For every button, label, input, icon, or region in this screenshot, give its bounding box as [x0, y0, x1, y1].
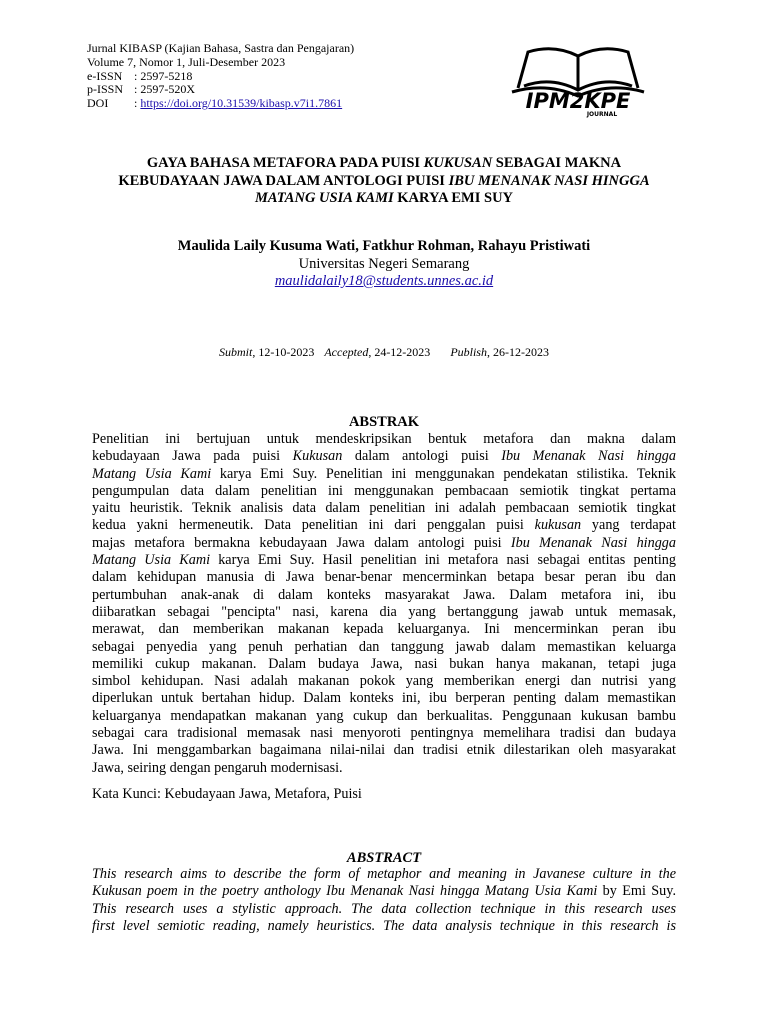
abstrak-line: diperlukan untuk bertahan hidup. Dalam konteks ini, ibu berperan penting dalam memastikan	[92, 690, 676, 707]
abstrak-line: pertumbuhan anak-anak di dalam konteks masyarakat Jawa. Dalam metafora ini, ibu	[92, 586, 676, 603]
abstrak-line: pengumpulan data dalam penelitian ini menggunakan pembacaan semiotik tingkat pertama	[92, 482, 676, 499]
doi-link[interactable]: https://doi.org/10.31539/kibasp.v7i1.7861	[140, 96, 343, 111]
abstrak-line: keluarganya mendapatkan makanan yang cukup dan berkualitas. Penggunaan kukusan bambu	[92, 707, 676, 724]
author-block	[60, 238, 708, 291]
logo-text: IPM2KPE	[525, 89, 631, 113]
doi-label: DOI	[87, 96, 109, 111]
submission-dates	[60, 345, 708, 360]
title-line-3: MATANG USIA KAMI KARYA EMI SUY	[254, 190, 514, 206]
pissn-row	[87, 83, 354, 97]
abstrak-line: diibaratkan sebagai "pencipta" nasi, karena dia yang bertanggung jawab untuk memasak,	[92, 603, 676, 620]
accepted-label: Accepted	[324, 345, 369, 359]
abstrak-line: dalam kehidupan manusia di Jawa benar-benar mencerminkan betapa besar peran ibu dan	[92, 569, 676, 586]
abstrak-heading: ABSTRAK	[348, 414, 420, 430]
abstrak-line: memiliki cukup makanan. Dalam budaya Jawa, nasi bukan hanya makanan, tetapi juga	[92, 655, 676, 672]
doi-separator: :	[134, 96, 141, 111]
eissn-label: e-ISSN	[87, 68, 123, 83]
logo-subtext: JOURNAL	[586, 111, 618, 118]
submit-date: , 12-10-2023	[252, 345, 315, 359]
eissn-value: : 2597-5218	[134, 68, 193, 83]
abstrak-line: kedua yakni hermeneutik. Data penelitian ini dari penggalan puisi kukusan yang terdapat	[92, 517, 676, 534]
abstrak-line: Matang Usia Kami karya Emi Suy. Penelitian ini menggunakan pendekatan stilistika. Teknik	[92, 465, 676, 482]
title-line-2: KEBUDAYAAN JAWA DALAM ANTOLOGI PUISI IBU MENANAK NASI HINGGA	[118, 172, 650, 189]
abstrak-line: simbol kehidupan. Nasi adalah makanan pokok yang memberikan energi dan nutrisi yang	[92, 673, 676, 690]
journal-name: Jurnal KIBASP (Kajian Bahasa, Sastra dan Pengajaran)	[87, 41, 355, 55]
publish-date: , 26-12-2023	[486, 345, 549, 359]
pissn-label: p-ISSN	[87, 82, 124, 97]
abstract-line: This research uses a stylistic approach. The data collection technique in this research uses	[92, 900, 676, 917]
abstrak-line: Jawa, seiring dengan pengaruh modernisasi.	[92, 759, 343, 776]
abstrak-paragraph	[92, 431, 676, 777]
paper-title	[60, 155, 708, 208]
abstrak-line: majas metafora bermakna kebudayaan Jawa dalam antologi puisi Ibu Menanak Nasi hingga	[92, 534, 676, 551]
abstrak-line: Penelitian ini bertujuan untuk mendeskripsikan bentuk metafora dan makna dalam	[92, 431, 676, 447]
journal-logo	[506, 40, 651, 118]
publish-label: Publish	[450, 345, 487, 359]
abstrak-line: kebudayaan Jawa pada puisi Kukusan dalam antologi puisi Ibu Menanak Nasi hingga	[92, 448, 676, 465]
abstract-line: Kukusan poem in the poetry anthology Ibu Menanak Nasi hingga Matang Usia Kami by Emi Suy.	[92, 883, 676, 900]
doi-row	[87, 97, 354, 111]
journal-volume: Volume 7, Nomor 1, Juli-Desember 2023	[87, 54, 286, 69]
author-email-link[interactable]: maulidalaily18@students.unnes.ac.id	[274, 273, 494, 289]
accepted-date: , 24-12-2023	[368, 345, 431, 359]
keywords: Kata Kunci: Kebudayaan Jawa, Metafora, Puisi	[92, 786, 362, 802]
abstract-line: first level semiotic reading, namely heuristics. The data analysis technique in this research is	[92, 917, 676, 934]
abstract-paragraph	[92, 866, 676, 935]
author-names: Maulida Laily Kusuma Wati, Fatkhur Rohman, Rahayu Pristiwati	[177, 238, 591, 254]
abstract-heading: ABSTRACT	[346, 850, 422, 866]
eissn-row	[87, 70, 354, 84]
abstrak-line: merawat, dan memberikan makanan kepada keluarganya. Ini mencerminkan peran ibu	[92, 621, 676, 638]
pissn-value: : 2597-520X	[134, 82, 195, 97]
author-affiliation: Universitas Negeri Semarang	[298, 255, 470, 272]
journal-header	[87, 42, 354, 111]
submit-label: Submit	[219, 345, 253, 359]
abstrak-line: Matang Usia Kami karya Emi Suy. Hasil penelitian ini metafora nasi sebagai entitas penting	[92, 552, 676, 569]
title-line-1: GAYA BAHASA METAFORA PADA PUISI KUKUSAN SEBAGAI MAKNA	[146, 155, 622, 171]
abstrak-line: yaitu heuristik. Teknik analisis data dalam penelitian ini adalah pembacaan semiotik tingkat	[92, 500, 676, 517]
abstrak-line: sebagai penyedia yang penuh perhatian dan tanggung jawab dalam memastikan keluarga	[92, 638, 676, 655]
abstract-line: This research aims to describe the form of metaphor and meaning in Javanese culture in the	[92, 866, 676, 882]
abstrak-line: Jawa. Ini menggambarkan bagaimana nilai-nilai dan tradisi etnik dilestarikan oleh masyarakat	[92, 742, 676, 759]
abstrak-line: sebagai cara tradisional memasak nasi menyoroti pentingnya memelihara tradisi dan budaya	[92, 725, 676, 742]
